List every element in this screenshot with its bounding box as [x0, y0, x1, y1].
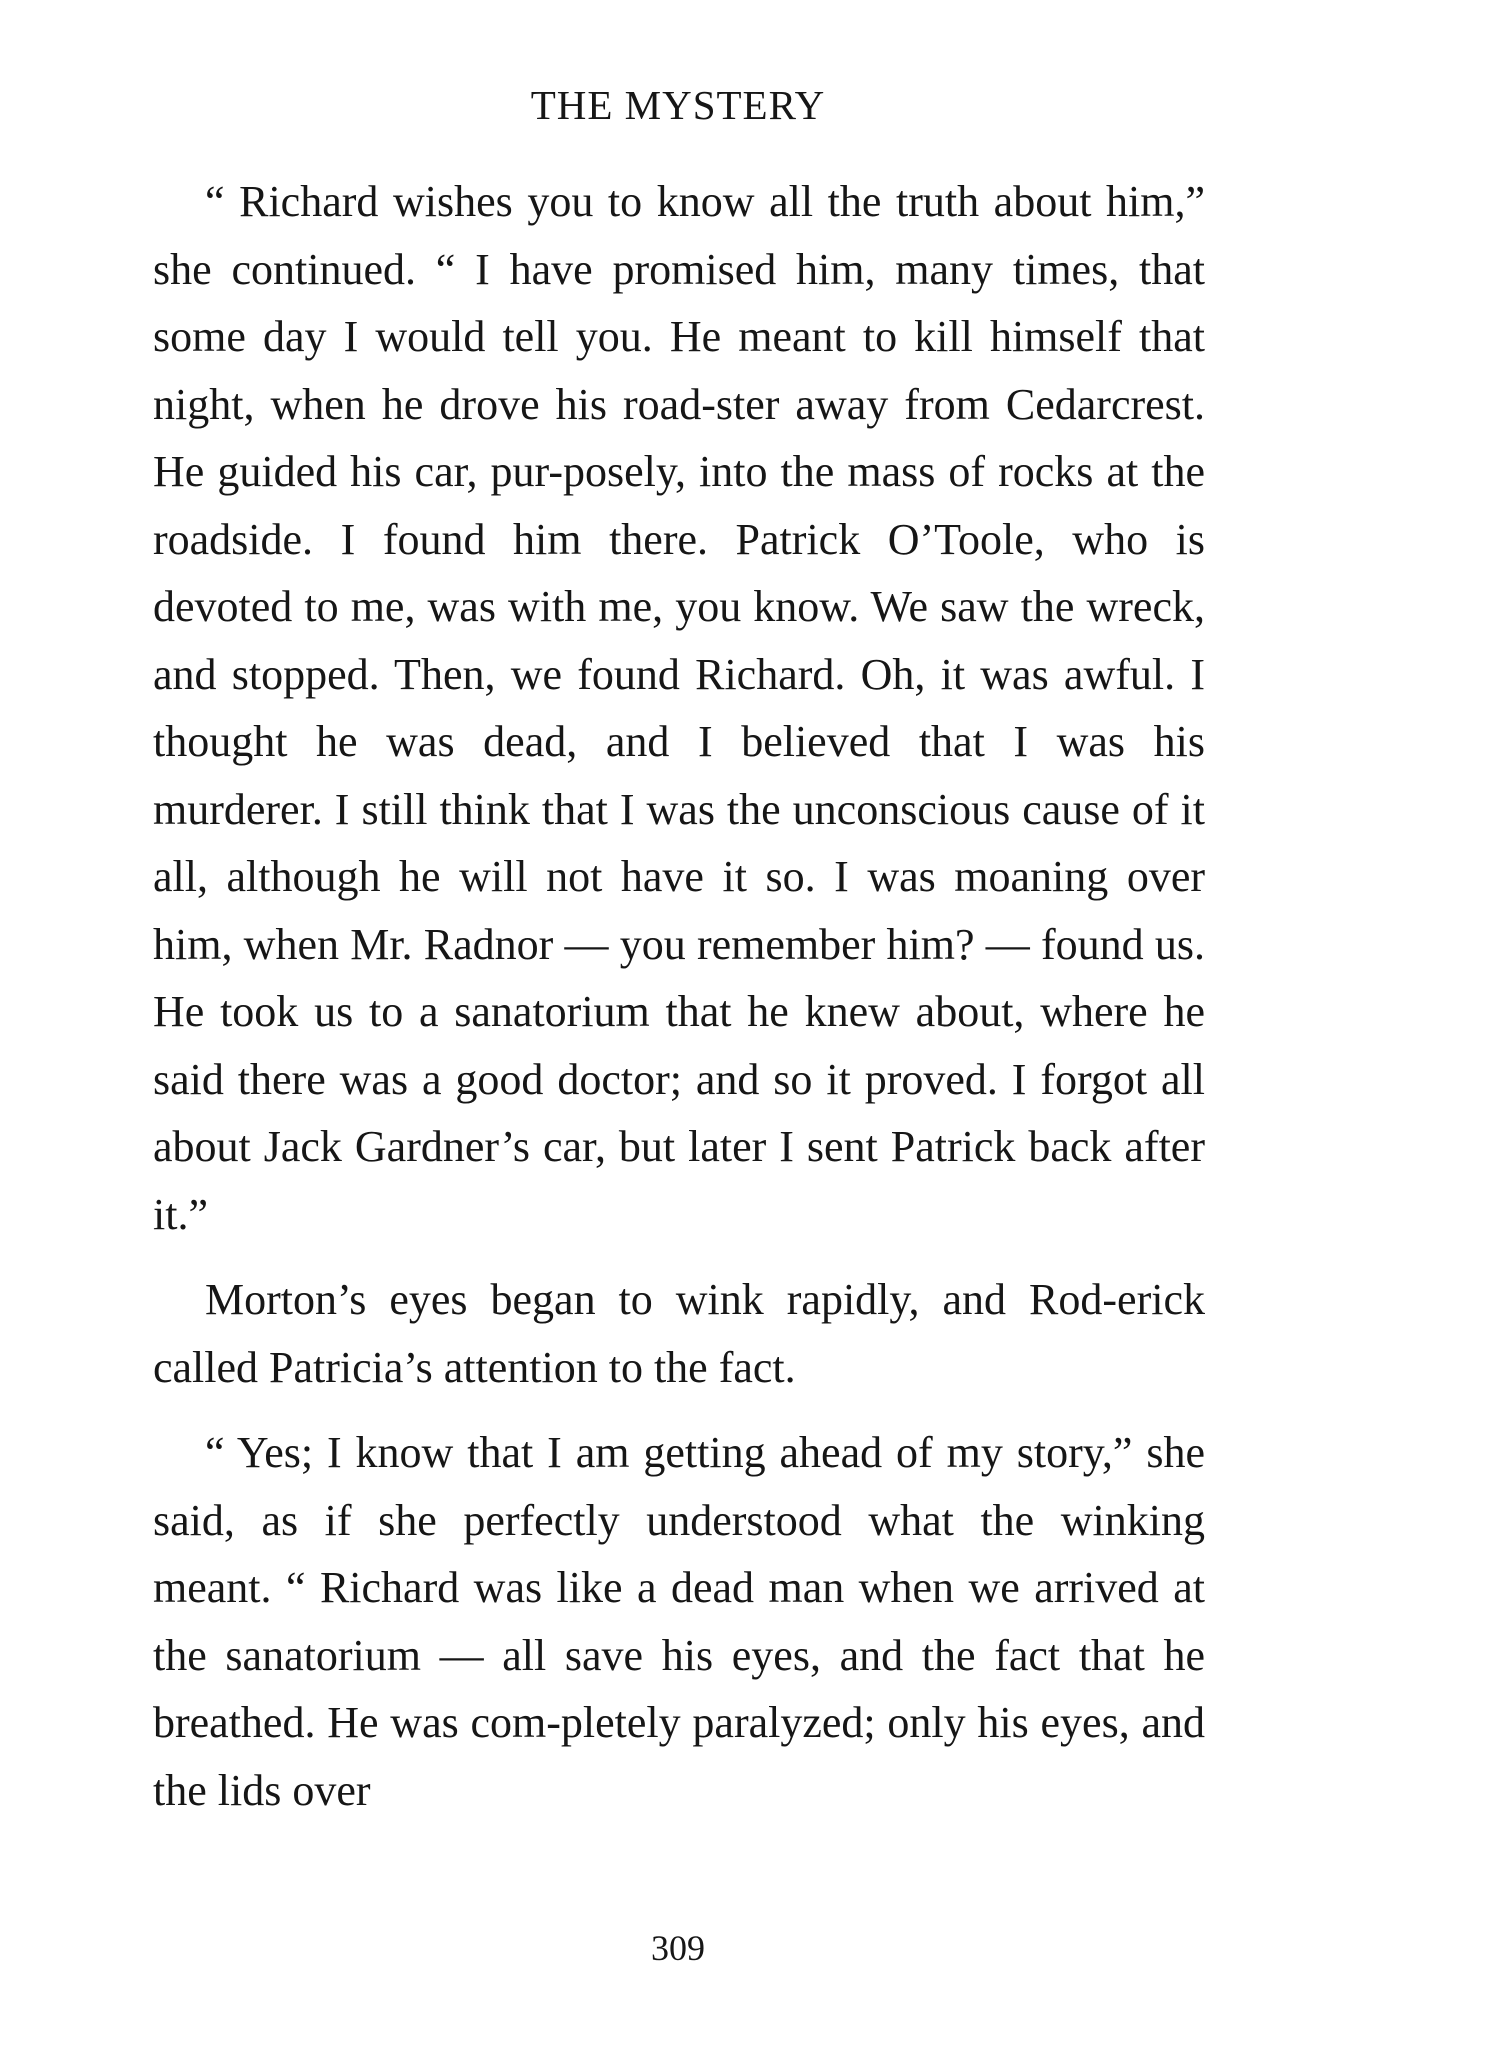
paragraph-1: “ Richard wishes you to know all the truth about him,” she continued. “ I have promised him, many times, that some day I would tell you. He meant to kill himself that night, when he drove his road-ster away from Cedarcrest. He guided his car, pur-posely, into the mass of rocks at the roadside. I found him there. Patrick O’Toole, who is devoted to me, was with me, you know. We saw the wreck, and stopped. Then, we found Richard. Oh, it was awful. I thought he was dead, and I believed that I was his murderer. I still think that I was the unconscious cause of it all, although he will not have it so. I was moaning over him, when Mr. Radnor — you remember him? — found us. He took us to a sanatorium that he knew about, where he said there was a good doctor; and so it proved. I forgot all about Jack Gardner’s car, but later I sent Patrick back after it.” [153, 177, 1205, 1239]
page-number: 309 [651, 1928, 705, 1968]
paragraph-2: Morton’s eyes began to wink rapidly, and Rod-erick called Patricia’s attention to the fact. [153, 1275, 1205, 1392]
running-head: THE MYSTERY [530, 82, 826, 128]
paragraph-3: “ Yes; I know that I am getting ahead of my story,” she said, as if she perfectly understood what the winking meant. “ Richard was like a dead man when we arrived at the sanatorium — all save his eyes, and the fact that he breathed. He was com-pletely paralyzed; only his eyes, and the lids over [153, 1428, 1205, 1815]
body-text [153, 168, 1205, 1842]
